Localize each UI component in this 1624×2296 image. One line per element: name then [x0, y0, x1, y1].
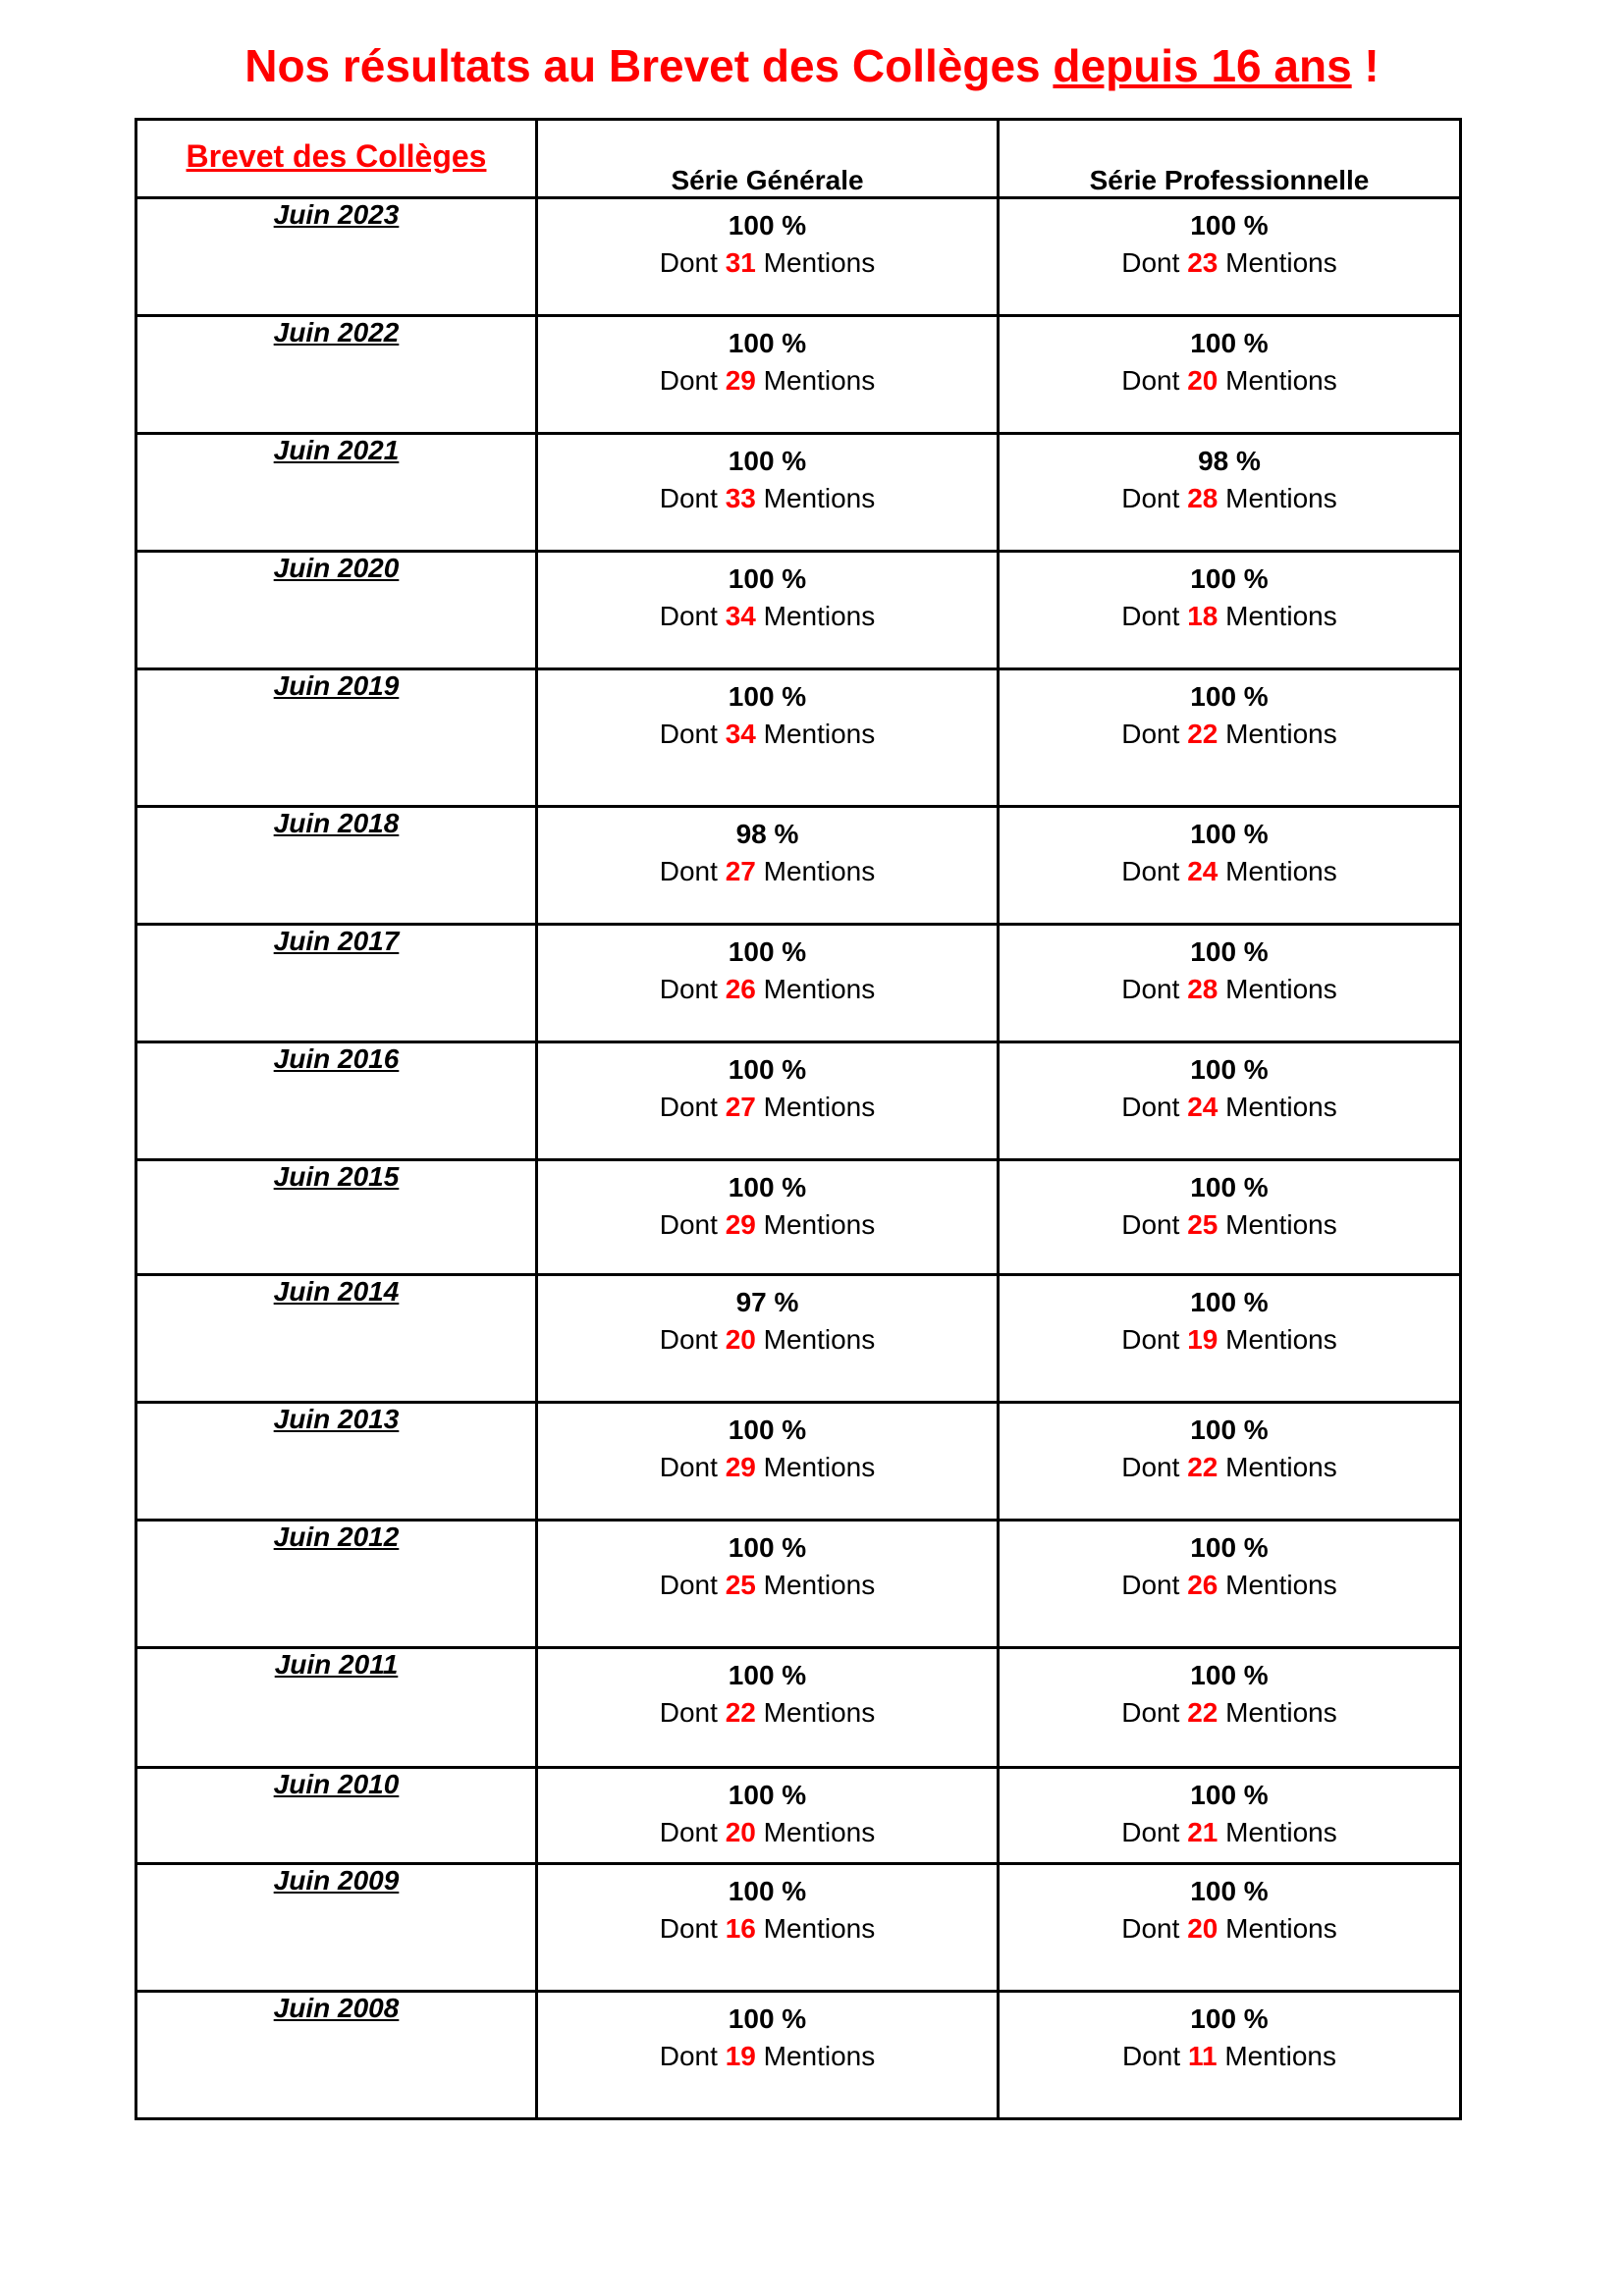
- serie-generale-mentions-line: [538, 971, 997, 1008]
- serie-professionnelle-mentions-line: [1000, 1910, 1459, 1948]
- dont-label: Dont: [1121, 1452, 1180, 1482]
- table-row: [136, 1275, 1461, 1403]
- dont-label: Dont: [659, 1452, 718, 1482]
- serie-professionnelle-cell: [999, 434, 1461, 552]
- table-row: [136, 925, 1461, 1042]
- year-cell: [136, 316, 537, 434]
- serie-professionnelle-cell: [999, 1864, 1461, 1992]
- serie-generale-mentions-count: 22: [725, 1697, 756, 1728]
- dont-label: Dont: [1121, 247, 1180, 278]
- header-col2-cell: [999, 120, 1461, 198]
- serie-generale-percent: 100 %: [728, 328, 807, 358]
- serie-generale-mentions-count: 16: [725, 1913, 756, 1944]
- dont-label: Dont: [659, 1209, 718, 1240]
- serie-professionnelle-content: [1000, 1993, 1459, 2075]
- year-cell: [136, 669, 537, 807]
- serie-professionnelle-mentions-line: [1000, 1321, 1459, 1359]
- serie-professionnelle-mentions-count: 25: [1187, 1209, 1218, 1240]
- header-row: [136, 120, 1461, 198]
- serie-generale-mentions-line: [538, 362, 997, 400]
- mentions-label: Mentions: [1225, 1697, 1337, 1728]
- mentions-label: Mentions: [1224, 2041, 1336, 2071]
- year-label: Juin 2014: [273, 1276, 400, 1307]
- serie-professionnelle-mentions-line: [1000, 2038, 1459, 2075]
- serie-professionnelle-mentions-count: 24: [1187, 856, 1218, 886]
- dont-label: Dont: [659, 1570, 718, 1600]
- serie-generale-content: [538, 1276, 997, 1359]
- serie-professionnelle-cell: [999, 1160, 1461, 1275]
- serie-professionnelle-mentions-line: [1000, 598, 1459, 635]
- serie-professionnelle-content: [1000, 317, 1459, 400]
- serie-professionnelle-content: [1000, 1276, 1459, 1359]
- serie-professionnelle-percent: 100 %: [1190, 1287, 1269, 1317]
- serie-generale-mentions-count: 29: [725, 1452, 756, 1482]
- table-row: [136, 1768, 1461, 1864]
- serie-generale-percent: 100 %: [728, 1172, 807, 1202]
- serie-generale-mentions-line: [538, 853, 997, 890]
- mentions-label: Mentions: [763, 1913, 876, 1944]
- year-label: Juin 2012: [273, 1522, 400, 1552]
- header-main-cell: [136, 120, 537, 198]
- serie-professionnelle-mentions-line: [1000, 1694, 1459, 1732]
- dont-label: Dont: [1121, 719, 1180, 749]
- serie-professionnelle-mentions-count: 22: [1187, 1697, 1218, 1728]
- mentions-label: Mentions: [763, 719, 876, 749]
- serie-generale-content: [538, 1161, 997, 1244]
- serie-professionnelle-cell: [999, 1403, 1461, 1521]
- serie-generale-percent: 100 %: [728, 1876, 807, 1906]
- serie-professionnelle-percent: 98 %: [1198, 446, 1261, 476]
- mentions-label: Mentions: [763, 1324, 876, 1355]
- serie-professionnelle-mentions-line: [1000, 1089, 1459, 1126]
- dont-label: Dont: [659, 483, 718, 513]
- header-col1-cell: [537, 120, 999, 198]
- serie-professionnelle-mentions-count: 23: [1187, 247, 1218, 278]
- year-cell: [136, 1160, 537, 1275]
- title-underlined: depuis 16 ans: [1053, 40, 1352, 91]
- serie-professionnelle-content: [1000, 1769, 1459, 1851]
- mentions-label: Mentions: [1225, 1209, 1337, 1240]
- serie-generale-mentions-count: 29: [725, 365, 756, 396]
- serie-generale-percent: 100 %: [728, 563, 807, 594]
- serie-generale-percent: 100 %: [728, 210, 807, 240]
- serie-professionnelle-cell: [999, 669, 1461, 807]
- mentions-label: Mentions: [763, 1570, 876, 1600]
- table-row: [136, 316, 1461, 434]
- serie-generale-mentions-count: 27: [725, 856, 756, 886]
- serie-professionnelle-mentions-line: [1000, 971, 1459, 1008]
- serie-professionnelle-content: [1000, 926, 1459, 1008]
- serie-professionnelle-mentions-count: 22: [1187, 1452, 1218, 1482]
- dont-label: Dont: [1121, 1570, 1180, 1600]
- serie-generale-content: [538, 1865, 997, 1948]
- serie-generale-mentions-line: [538, 1814, 997, 1851]
- dont-label: Dont: [659, 1817, 718, 1847]
- serie-generale-cell: [537, 1160, 999, 1275]
- serie-professionnelle-mentions-count: 21: [1187, 1817, 1218, 1847]
- serie-generale-cell: [537, 1648, 999, 1768]
- serie-professionnelle-percent: 100 %: [1190, 210, 1269, 240]
- serie-generale-mentions-count: 19: [725, 2041, 756, 2071]
- serie-generale-cell: [537, 1275, 999, 1403]
- serie-generale-cell: [537, 807, 999, 925]
- serie-professionnelle-content: [1000, 1865, 1459, 1948]
- dont-label: Dont: [659, 1324, 718, 1355]
- mentions-label: Mentions: [1225, 1092, 1337, 1122]
- table-row: [136, 552, 1461, 669]
- serie-professionnelle-percent: 100 %: [1190, 328, 1269, 358]
- serie-professionnelle-content: [1000, 199, 1459, 282]
- serie-professionnelle-mentions-line: [1000, 853, 1459, 890]
- mentions-label: Mentions: [763, 1092, 876, 1122]
- dont-label: Dont: [1121, 1697, 1180, 1728]
- serie-generale-content: [538, 435, 997, 517]
- serie-generale-cell: [537, 1768, 999, 1864]
- year-label: Juin 2010: [273, 1769, 400, 1799]
- serie-professionnelle-percent: 100 %: [1190, 936, 1269, 967]
- year-label: Juin 2022: [273, 317, 400, 347]
- dont-label: Dont: [1121, 1209, 1180, 1240]
- dont-label: Dont: [659, 1697, 718, 1728]
- serie-generale-mentions-line: [538, 598, 997, 635]
- serie-generale-content: [538, 1404, 997, 1486]
- mentions-label: Mentions: [1225, 1570, 1337, 1600]
- serie-generale-percent: 100 %: [728, 1532, 807, 1563]
- year-cell: [136, 552, 537, 669]
- serie-professionnelle-cell: [999, 198, 1461, 316]
- serie-professionnelle-mentions-count: 19: [1187, 1324, 1218, 1355]
- mentions-label: Mentions: [763, 974, 876, 1004]
- serie-professionnelle-percent: 100 %: [1190, 819, 1269, 849]
- serie-generale-mentions-count: 34: [725, 719, 756, 749]
- serie-professionnelle-cell: [999, 1042, 1461, 1160]
- serie-professionnelle-percent: 100 %: [1190, 681, 1269, 712]
- serie-professionnelle-content: [1000, 1043, 1459, 1126]
- serie-generale-cell: [537, 1521, 999, 1648]
- serie-professionnelle-percent: 100 %: [1190, 1415, 1269, 1445]
- serie-professionnelle-content: [1000, 808, 1459, 890]
- title-part2: !: [1351, 40, 1380, 91]
- serie-professionnelle-cell: [999, 1275, 1461, 1403]
- serie-generale-mentions-count: 33: [725, 483, 756, 513]
- mentions-label: Mentions: [1225, 1817, 1337, 1847]
- year-cell: [136, 1403, 537, 1521]
- mentions-label: Mentions: [763, 2041, 876, 2071]
- dont-label: Dont: [659, 2041, 718, 2071]
- serie-professionnelle-percent: 100 %: [1190, 1532, 1269, 1563]
- mentions-label: Mentions: [763, 1697, 876, 1728]
- serie-professionnelle-mentions-count: 24: [1187, 1092, 1218, 1122]
- serie-generale-mentions-line: [538, 1567, 997, 1604]
- serie-generale-content: [538, 808, 997, 890]
- serie-professionnelle-content: [1000, 435, 1459, 517]
- mentions-label: Mentions: [763, 365, 876, 396]
- serie-professionnelle-mentions-line: [1000, 362, 1459, 400]
- serie-professionnelle-mentions-count: 18: [1187, 601, 1218, 631]
- year-label: Juin 2009: [273, 1865, 400, 1896]
- mentions-label: Mentions: [1225, 483, 1337, 513]
- serie-generale-mentions-count: 20: [725, 1324, 756, 1355]
- serie-professionnelle-mentions-line: [1000, 480, 1459, 517]
- serie-generale-percent: 100 %: [728, 446, 807, 476]
- year-cell: [136, 925, 537, 1042]
- serie-generale-content: [538, 1769, 997, 1851]
- year-label: Juin 2008: [273, 1993, 400, 2023]
- serie-generale-content: [538, 317, 997, 400]
- dont-label: Dont: [1121, 1913, 1180, 1944]
- year-cell: [136, 1521, 537, 1648]
- serie-professionnelle-cell: [999, 316, 1461, 434]
- header-serie-professionnelle: Série Professionnelle: [1089, 165, 1370, 195]
- serie-professionnelle-content: [1000, 1161, 1459, 1244]
- year-label: Juin 2023: [273, 199, 400, 230]
- serie-professionnelle-content: [1000, 553, 1459, 635]
- dont-label: Dont: [659, 247, 718, 278]
- dont-label: Dont: [1121, 856, 1180, 886]
- table-row: [136, 198, 1461, 316]
- results-table: [135, 118, 1462, 2120]
- header-serie-generale: Série Générale: [671, 165, 864, 195]
- mentions-label: Mentions: [1225, 719, 1337, 749]
- year-cell: [136, 1042, 537, 1160]
- table-row: [136, 434, 1461, 552]
- year-cell: [136, 1864, 537, 1992]
- serie-generale-cell: [537, 316, 999, 434]
- serie-generale-mentions-line: [538, 480, 997, 517]
- serie-generale-percent: 100 %: [728, 2003, 807, 2034]
- dont-label: Dont: [1121, 601, 1180, 631]
- serie-generale-cell: [537, 1403, 999, 1521]
- serie-generale-cell: [537, 1992, 999, 2119]
- serie-professionnelle-mentions-line: [1000, 1449, 1459, 1486]
- serie-professionnelle-percent: 100 %: [1190, 1660, 1269, 1690]
- serie-generale-cell: [537, 198, 999, 316]
- table-row: [136, 1521, 1461, 1648]
- serie-professionnelle-cell: [999, 1648, 1461, 1768]
- serie-professionnelle-mentions-count: 20: [1187, 1913, 1218, 1944]
- dont-label: Dont: [1121, 1092, 1180, 1122]
- year-cell: [136, 198, 537, 316]
- serie-generale-cell: [537, 925, 999, 1042]
- serie-generale-mentions-count: 34: [725, 601, 756, 631]
- year-cell: [136, 807, 537, 925]
- mentions-label: Mentions: [1225, 1324, 1337, 1355]
- dont-label: Dont: [659, 719, 718, 749]
- serie-generale-content: [538, 1649, 997, 1732]
- serie-professionnelle-cell: [999, 807, 1461, 925]
- serie-generale-content: [538, 926, 997, 1008]
- year-cell: [136, 1648, 537, 1768]
- table-row: [136, 1992, 1461, 2119]
- year-label: Juin 2015: [273, 1161, 400, 1192]
- dont-label: Dont: [1121, 974, 1180, 1004]
- serie-generale-percent: 100 %: [728, 1660, 807, 1690]
- serie-generale-mentions-count: 29: [725, 1209, 756, 1240]
- dont-label: Dont: [659, 365, 718, 396]
- page-title: [0, 39, 1624, 92]
- table-row: [136, 1160, 1461, 1275]
- serie-professionnelle-mentions-line: [1000, 244, 1459, 282]
- mentions-label: Mentions: [763, 247, 876, 278]
- year-label: Juin 2017: [273, 926, 400, 956]
- serie-generale-mentions-line: [538, 1910, 997, 1948]
- serie-generale-percent: 100 %: [728, 681, 807, 712]
- serie-generale-content: [538, 1043, 997, 1126]
- mentions-label: Mentions: [763, 1209, 876, 1240]
- year-label: Juin 2013: [273, 1404, 400, 1434]
- serie-professionnelle-mentions-line: [1000, 1567, 1459, 1604]
- table-row: [136, 1864, 1461, 1992]
- serie-generale-mentions-count: 31: [725, 247, 756, 278]
- serie-generale-percent: 97 %: [735, 1287, 799, 1317]
- dont-label: Dont: [1122, 2041, 1181, 2071]
- serie-professionnelle-mentions-count: 26: [1187, 1570, 1218, 1600]
- table-row: [136, 1042, 1461, 1160]
- year-label: Juin 2019: [273, 670, 400, 701]
- table-row: [136, 669, 1461, 807]
- serie-professionnelle-cell: [999, 1992, 1461, 2119]
- serie-generale-mentions-line: [538, 1089, 997, 1126]
- serie-generale-percent: 100 %: [728, 936, 807, 967]
- serie-generale-mentions-line: [538, 1206, 997, 1244]
- header-main: Brevet des Collèges: [186, 138, 487, 174]
- serie-professionnelle-mentions-count: 20: [1187, 365, 1218, 396]
- serie-professionnelle-cell: [999, 552, 1461, 669]
- serie-professionnelle-percent: 100 %: [1190, 1054, 1269, 1085]
- serie-generale-cell: [537, 434, 999, 552]
- serie-generale-content: [538, 1522, 997, 1604]
- serie-professionnelle-percent: 100 %: [1190, 1876, 1269, 1906]
- mentions-label: Mentions: [763, 856, 876, 886]
- dont-label: Dont: [659, 601, 718, 631]
- serie-generale-mentions-line: [538, 244, 997, 282]
- table-row: [136, 1403, 1461, 1521]
- serie-generale-cell: [537, 1864, 999, 1992]
- serie-generale-mentions-line: [538, 1449, 997, 1486]
- mentions-label: Mentions: [763, 483, 876, 513]
- year-label: Juin 2018: [273, 808, 400, 838]
- serie-generale-percent: 100 %: [728, 1054, 807, 1085]
- serie-professionnelle-percent: 100 %: [1190, 563, 1269, 594]
- serie-professionnelle-content: [1000, 1404, 1459, 1486]
- serie-professionnelle-percent: 100 %: [1190, 2003, 1269, 2034]
- serie-generale-mentions-line: [538, 1321, 997, 1359]
- serie-generale-content: [538, 670, 997, 753]
- serie-professionnelle-content: [1000, 1649, 1459, 1732]
- dont-label: Dont: [659, 974, 718, 1004]
- dont-label: Dont: [1121, 1324, 1180, 1355]
- serie-professionnelle-mentions-count: 11: [1187, 2041, 1218, 2071]
- mentions-label: Mentions: [1225, 601, 1337, 631]
- table-row: [136, 1648, 1461, 1768]
- mentions-label: Mentions: [1225, 856, 1337, 886]
- serie-generale-mentions-line: [538, 2038, 997, 2075]
- mentions-label: Mentions: [1225, 1913, 1337, 1944]
- dont-label: Dont: [1121, 365, 1180, 396]
- year-label: Juin 2011: [274, 1649, 399, 1680]
- dont-label: Dont: [659, 1913, 718, 1944]
- serie-generale-percent: 100 %: [728, 1780, 807, 1810]
- mentions-label: Mentions: [1225, 365, 1337, 396]
- serie-generale-cell: [537, 1042, 999, 1160]
- year-cell: [136, 434, 537, 552]
- serie-professionnelle-content: [1000, 670, 1459, 753]
- serie-professionnelle-mentions-count: 28: [1187, 483, 1218, 513]
- serie-professionnelle-mentions-count: 28: [1187, 974, 1218, 1004]
- serie-professionnelle-percent: 100 %: [1190, 1172, 1269, 1202]
- serie-generale-content: [538, 553, 997, 635]
- serie-generale-mentions-count: 27: [725, 1092, 756, 1122]
- serie-generale-cell: [537, 552, 999, 669]
- serie-professionnelle-percent: 100 %: [1190, 1780, 1269, 1810]
- year-label: Juin 2016: [273, 1043, 400, 1074]
- year-cell: [136, 1275, 537, 1403]
- serie-professionnelle-mentions-count: 22: [1187, 719, 1218, 749]
- serie-generale-percent: 98 %: [735, 819, 799, 849]
- serie-professionnelle-content: [1000, 1522, 1459, 1604]
- serie-professionnelle-mentions-line: [1000, 716, 1459, 753]
- serie-generale-mentions-count: 20: [725, 1817, 756, 1847]
- serie-generale-mentions-line: [538, 1694, 997, 1732]
- mentions-label: Mentions: [1225, 247, 1337, 278]
- serie-generale-cell: [537, 669, 999, 807]
- year-cell: [136, 1768, 537, 1864]
- serie-professionnelle-cell: [999, 925, 1461, 1042]
- serie-professionnelle-mentions-line: [1000, 1206, 1459, 1244]
- year-label: Juin 2021: [273, 435, 400, 465]
- year-cell: [136, 1992, 537, 2119]
- serie-generale-mentions-count: 25: [725, 1570, 756, 1600]
- mentions-label: Mentions: [1225, 1452, 1337, 1482]
- serie-generale-mentions-line: [538, 716, 997, 753]
- serie-generale-percent: 100 %: [728, 1415, 807, 1445]
- serie-generale-content: [538, 199, 997, 282]
- mentions-label: Mentions: [763, 1452, 876, 1482]
- mentions-label: Mentions: [763, 1817, 876, 1847]
- serie-professionnelle-cell: [999, 1768, 1461, 1864]
- serie-professionnelle-mentions-line: [1000, 1814, 1459, 1851]
- dont-label: Dont: [1121, 1817, 1180, 1847]
- dont-label: Dont: [659, 1092, 718, 1122]
- serie-generale-content: [538, 1993, 997, 2075]
- title-part1: Nos résultats au Brevet des Collèges: [244, 40, 1054, 91]
- table-row: [136, 807, 1461, 925]
- year-label: Juin 2020: [273, 553, 400, 583]
- mentions-label: Mentions: [1225, 974, 1337, 1004]
- serie-professionnelle-cell: [999, 1521, 1461, 1648]
- serie-generale-mentions-count: 26: [725, 974, 756, 1004]
- dont-label: Dont: [1121, 483, 1180, 513]
- dont-label: Dont: [659, 856, 718, 886]
- mentions-label: Mentions: [763, 601, 876, 631]
